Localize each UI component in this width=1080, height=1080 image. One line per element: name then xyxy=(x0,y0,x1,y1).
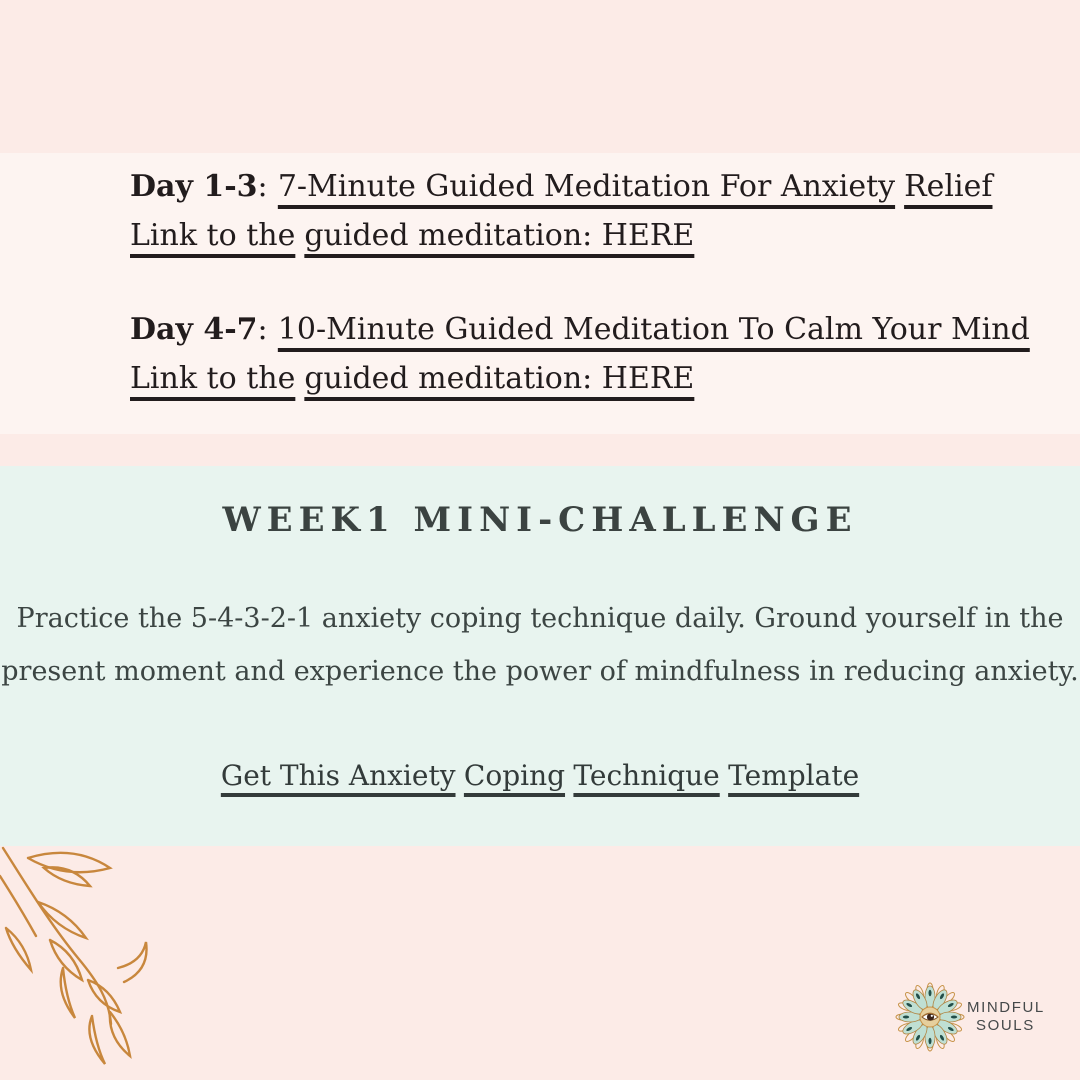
challenge-body xyxy=(0,592,1080,698)
branch-illustration xyxy=(0,840,175,1080)
day-4-7-link-prefix[interactable]: Link to the xyxy=(130,361,296,396)
logo-word-mindful: MINDFUL xyxy=(967,999,1045,1016)
template-link-seg-3[interactable]: Technique xyxy=(573,759,720,792)
day-1-3-here-link[interactable]: guided meditation: HERE xyxy=(304,218,695,253)
challenge-title: WEEK1 MINI-CHALLENGE xyxy=(222,500,858,540)
day-4-7-colon: : xyxy=(257,312,268,347)
day-1-3-here-line xyxy=(130,211,1080,260)
lotus-eye-icon xyxy=(895,982,965,1052)
day-4-7-here-line xyxy=(130,354,1080,403)
divider-pink-band xyxy=(0,434,1080,466)
day-4-7-here-link[interactable]: guided meditation: HERE xyxy=(304,361,695,396)
template-link-seg-1[interactable]: Get This Anxiety xyxy=(220,759,456,792)
mindful-souls-logo xyxy=(895,982,1045,1052)
day-4-7-meditation-link[interactable]: 10-Minute Guided Meditation To Calm Your Mind xyxy=(277,312,1030,347)
day-1-3-colon: : xyxy=(257,169,268,204)
challenge-body-line-2: present moment and experience the power of mindfulness in reducing anxiety. xyxy=(1,656,1079,687)
day-1-3-title-line xyxy=(130,162,1080,211)
day-4-7-title-line xyxy=(130,305,1080,354)
template-link-seg-4[interactable]: Template xyxy=(728,759,860,792)
logo-wordmark xyxy=(967,999,1045,1035)
challenge-body-line-1: Practice the 5-4-3-2-1 anxiety coping technique daily. Ground yourself in the xyxy=(16,603,1064,634)
logo-word-souls: SOULS xyxy=(976,1017,1035,1034)
day-1-3-meditation-link-tail[interactable]: Relief xyxy=(904,169,993,204)
template-link-line xyxy=(0,752,1080,800)
day-4-7-label: Day 4-7 xyxy=(130,312,258,347)
template-link-seg-2[interactable]: Coping xyxy=(463,759,566,792)
day-1-3-label: Day 1-3 xyxy=(130,169,258,204)
day-1-3-meditation-link[interactable]: 7-Minute Guided Meditation For Anxiety xyxy=(277,169,896,204)
top-pink-band xyxy=(0,0,1080,153)
day-1-3-link-prefix[interactable]: Link to the xyxy=(130,218,296,253)
